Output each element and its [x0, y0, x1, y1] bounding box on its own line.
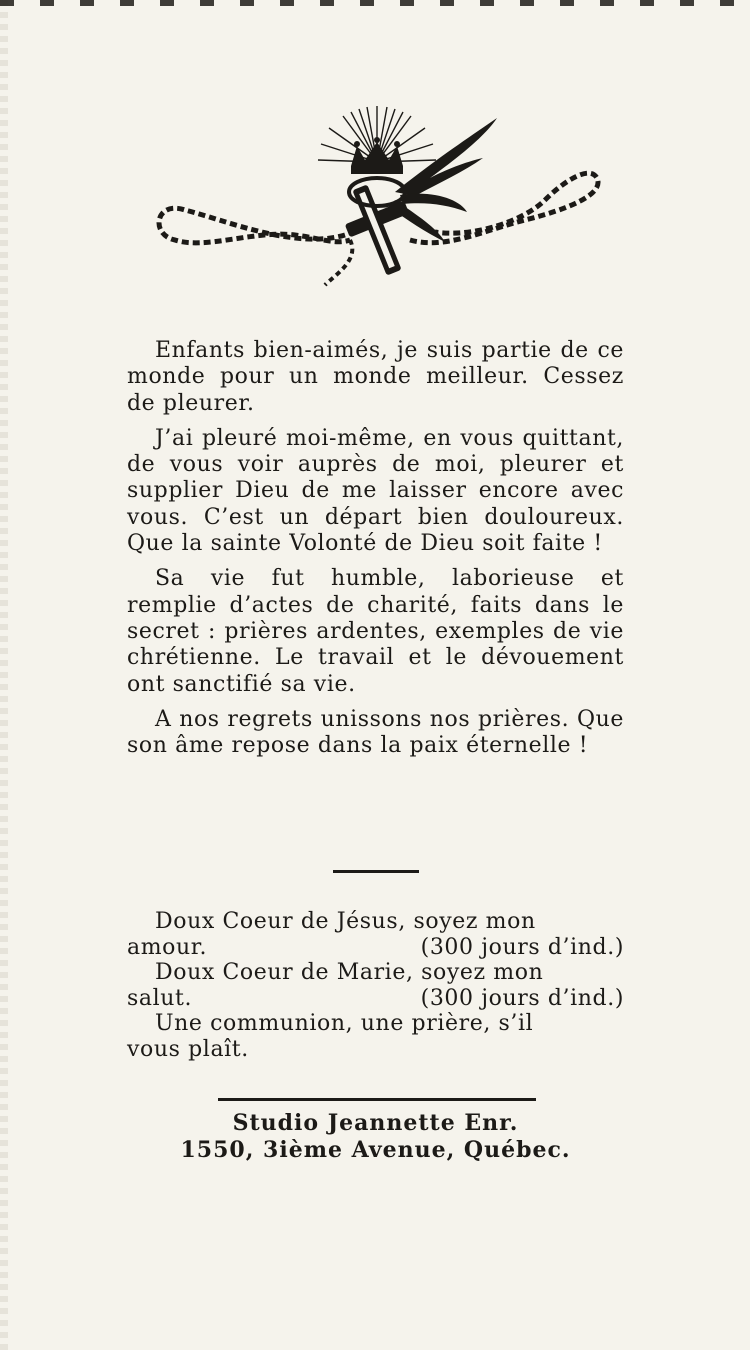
- indulgence-prayers: [127, 909, 624, 1062]
- studio-name: Studio Jeannette Enr.: [232, 1110, 519, 1136]
- prayer-line: [127, 909, 624, 935]
- card-top-edge: [0, 0, 750, 6]
- prayer-text: vous plaît.: [127, 1036, 249, 1062]
- card-left-edge: [0, 0, 8, 1350]
- message-paragraph-4: A nos regrets unissons nos prières. Que son âme repose dans la paix éternelle !: [127, 706, 624, 759]
- rosary-cross-crown-palm-icon: [145, 100, 610, 290]
- prayer-line: [127, 935, 624, 961]
- memorial-message: [127, 338, 624, 768]
- message-paragraph-2: J’ai pleuré moi-même, en vous quittant, de vous voir auprès de moi, pleurer et supplier Dieu de me laisser encore avec vous. C’est un départ bien douloureux. Que la sainte Volonté de Dieu soit faite !: [127, 425, 624, 557]
- prayer-text: Doux Coeur de Marie, soyez mon: [155, 960, 544, 985]
- prayer-text: Une communion, une prière, s’il: [155, 1011, 534, 1036]
- indulgence-note: (300 jours d’ind.): [420, 985, 624, 1011]
- short-divider: [333, 870, 419, 873]
- prayer-line: [127, 986, 624, 1012]
- long-divider: [218, 1098, 536, 1101]
- prayer-text: Doux Coeur de Jésus, soyez mon: [155, 909, 536, 934]
- studio-imprint: [127, 1110, 624, 1164]
- prayer-line: [127, 1037, 624, 1063]
- prayer-text: salut.: [127, 985, 193, 1011]
- studio-address: 1550, 3ième Avenue, Québec.: [180, 1137, 571, 1163]
- indulgence-note: (300 jours d’ind.): [420, 934, 624, 960]
- prayer-line: [127, 1011, 624, 1037]
- prayer-text: amour.: [127, 934, 208, 960]
- message-paragraph-1: Enfants bien-aimés, je suis partie de ce monde pour un monde meilleur. Cessez de pleurer.: [127, 338, 624, 416]
- prayer-line: [127, 960, 624, 986]
- message-paragraph-3: Sa vie fut humble, laborieuse et remplie d’actes de charité, faits dans le secret : prières ardentes, exemples de vie chrétienne. Le travail et le dévouement ont sanctifié sa vie.: [127, 566, 624, 697]
